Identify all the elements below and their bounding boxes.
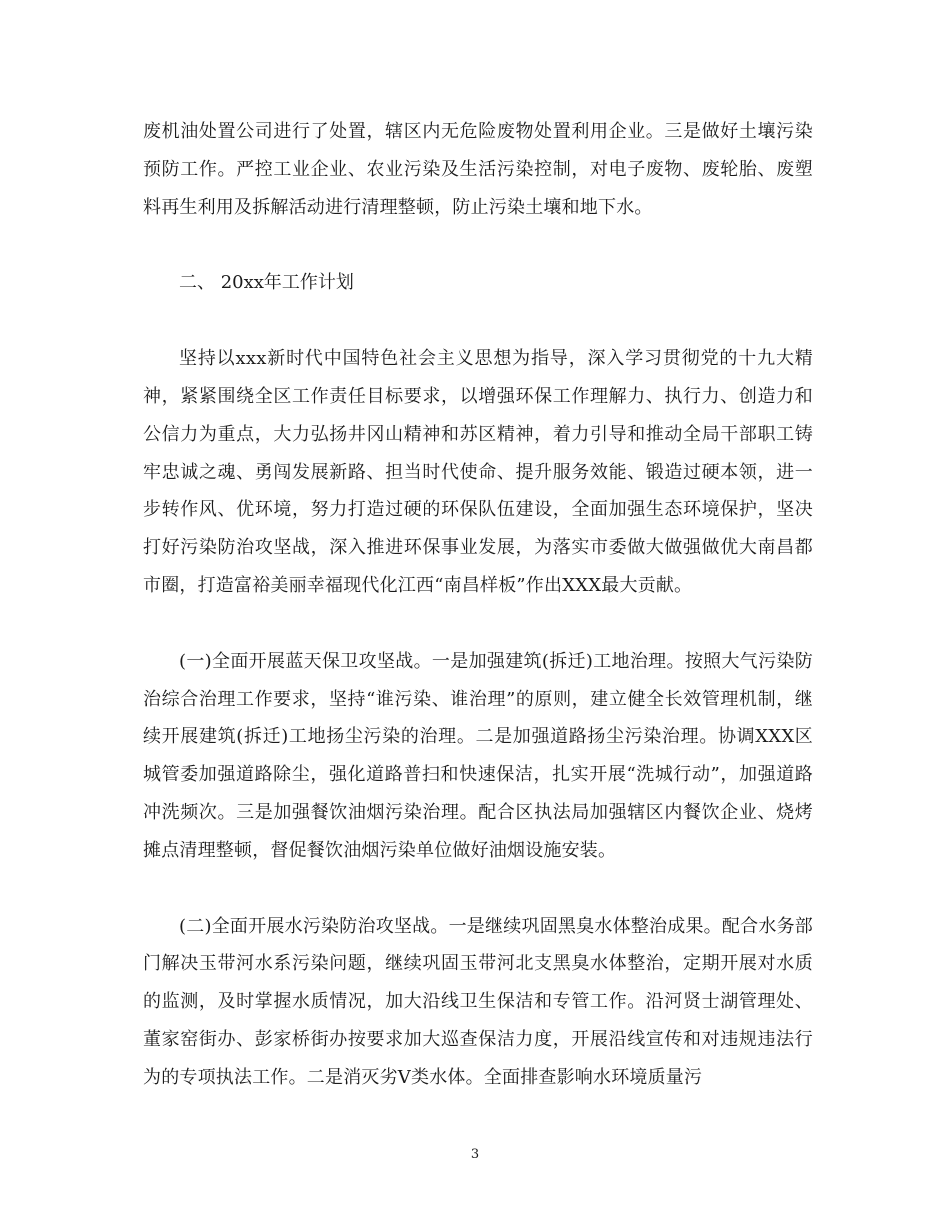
document-body	[143, 113, 813, 1097]
section-heading: 二、 20xx年工作计划	[179, 272, 354, 294]
paragraph-water-pollution: (二)全面开展水污染防治攻坚战。一是继续巩固黑臭水体整治成果。配合水务部门解决玉带河水系污染问题，继续巩固玉带河北支黑臭水体整治，定期开展对水质的监测，及时掌握水质情况，加大沿线卫生保洁和专管工作。沿河贤士湖管理处、董家窑街办、彭家桥街办按要求加大巡查保洁力度，开展沿线宣传和对违规违法行为的专项执法工作。二是消灭劣V类水体。全面排查影响水环境质量污	[143, 915, 813, 1088]
paragraph-continuation: 废机油处置公司进行了处置，辖区内无危险废物处置利用企业。三是做好土壤污染预防工作。严控工业企业、农业污染及生活污染控制，对电子废物、废轮胎、废塑料再生利用及拆解活动进行清理整顿，防止污染土壤和地下水。	[143, 121, 813, 218]
paragraph-gap	[143, 605, 813, 643]
paragraph-work-plan: 坚持以xxx新时代中国特色社会主义思想为指导，深入学习贯彻党的十九大精神，紧紧围绕全区工作责任目标要求，以增强环保工作理解力、执行力、创造力和公信力为重点，大力弘扬井冈山精神和苏区精神，着力引导和推动全局干部职工铸牢忠诚之魂、勇闯发展新路、担当时代使命、提升服务效能、锻造过硬本领，进一步转作风、优环境，努力打造过硬的环保队伍建设，全面加强生态环境保护，坚决打好污染防治攻坚战，深入推进环保事业发展，为落实市委做大做强做优大南昌都市圈，打造富裕美丽幸福现代化江西“南昌样板”作出XXX最大贡献。	[143, 348, 813, 596]
paragraph-gap	[143, 226, 813, 264]
paragraph-gap	[143, 302, 813, 340]
paragraph-blue-sky: (一)全面开展蓝天保卫攻坚战。一是加强建筑(拆迁)工地治理。按照大气污染防治综合治理工作要求，坚持“谁污染、谁治理”的原则，建立健全长效管理机制，继续开展建筑(拆迁)工地扬尘污染的治理。二是加强道路扬尘污染治理。协调XXX区城管委加强道路除尘，强化道路普扫和快速保洁，扎实开展“洗城行动”，加强道路冲洗频次。三是加强餐饮油烟污染治理。配合区执法局加强辖区内餐饮企业、烧烤摊点清理整顿，督促餐饮油烟污染单位做好油烟设施安装。	[143, 650, 813, 861]
page-number: 3	[470, 1147, 480, 1162]
paragraph-gap	[143, 870, 813, 908]
